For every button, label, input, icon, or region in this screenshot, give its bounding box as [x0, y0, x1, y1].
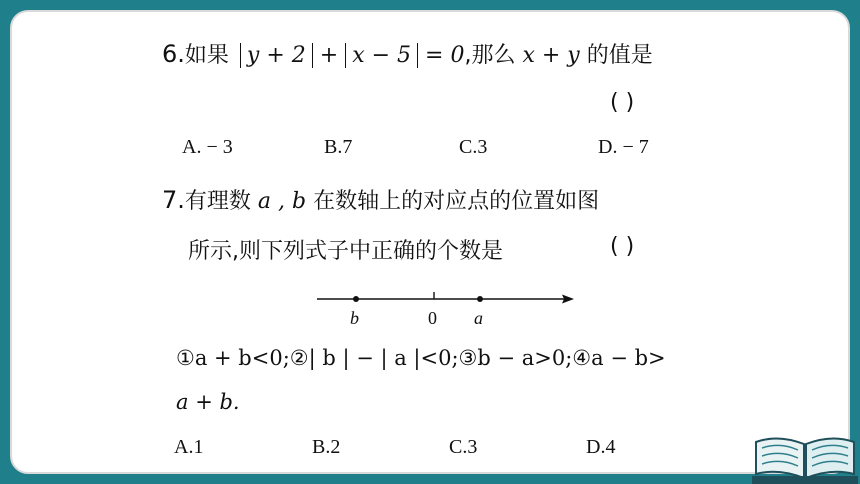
q6-text-a: 如果: [184, 43, 229, 68]
q7-line-2: 所示,则下列式子中正确的个数是: [188, 239, 503, 264]
label-b: b: [350, 308, 359, 328]
q7-answer-paren: ( ): [610, 234, 635, 259]
q6-option-c: C.3: [459, 136, 488, 158]
q6-option-b: B.7: [324, 136, 353, 158]
q7-line-1: [162, 184, 599, 215]
q6-plus: +: [319, 43, 339, 68]
worksheet-page: [10, 10, 850, 474]
q7-statements-line-2: a + b.: [176, 390, 240, 414]
q7-option-b: B.2: [312, 436, 341, 458]
q7-statements-line-1: ①a + b<0;②| b | − | a |<0;③b − a>0;④a − b>: [176, 346, 666, 370]
q7-option-c: C.3: [449, 436, 478, 458]
point-a: [477, 296, 483, 302]
number-line: [312, 288, 582, 310]
q6-number: 6.: [162, 40, 185, 68]
q6-abs-x: x − 5: [345, 43, 418, 68]
q7-option-d: D.4: [586, 436, 616, 458]
q7-number: 7.: [162, 186, 185, 214]
q6-equals: = 0: [425, 43, 465, 68]
label-zero: 0: [428, 308, 437, 328]
q6-answer-paren: ( ): [610, 90, 635, 115]
q6-text-b: ,那么: [464, 43, 516, 68]
q6-abs-y: y + 2: [240, 43, 313, 68]
label-a: a: [474, 308, 483, 328]
q6-option-a: A. − 3: [182, 136, 233, 158]
open-book-icon: [750, 428, 860, 484]
point-b: [353, 296, 359, 302]
q7-text-b: 在数轴上的对应点的位置如图: [313, 189, 600, 214]
q7-vars: a , b: [257, 189, 307, 214]
q6-expression: x + y: [522, 43, 580, 68]
q6-text-c: 的值是: [586, 43, 653, 68]
q7-option-a: A.1: [174, 436, 204, 458]
q6-option-d: D. − 7: [598, 136, 649, 158]
q7-text-a: 有理数: [184, 189, 251, 214]
q6-line: [162, 38, 653, 69]
